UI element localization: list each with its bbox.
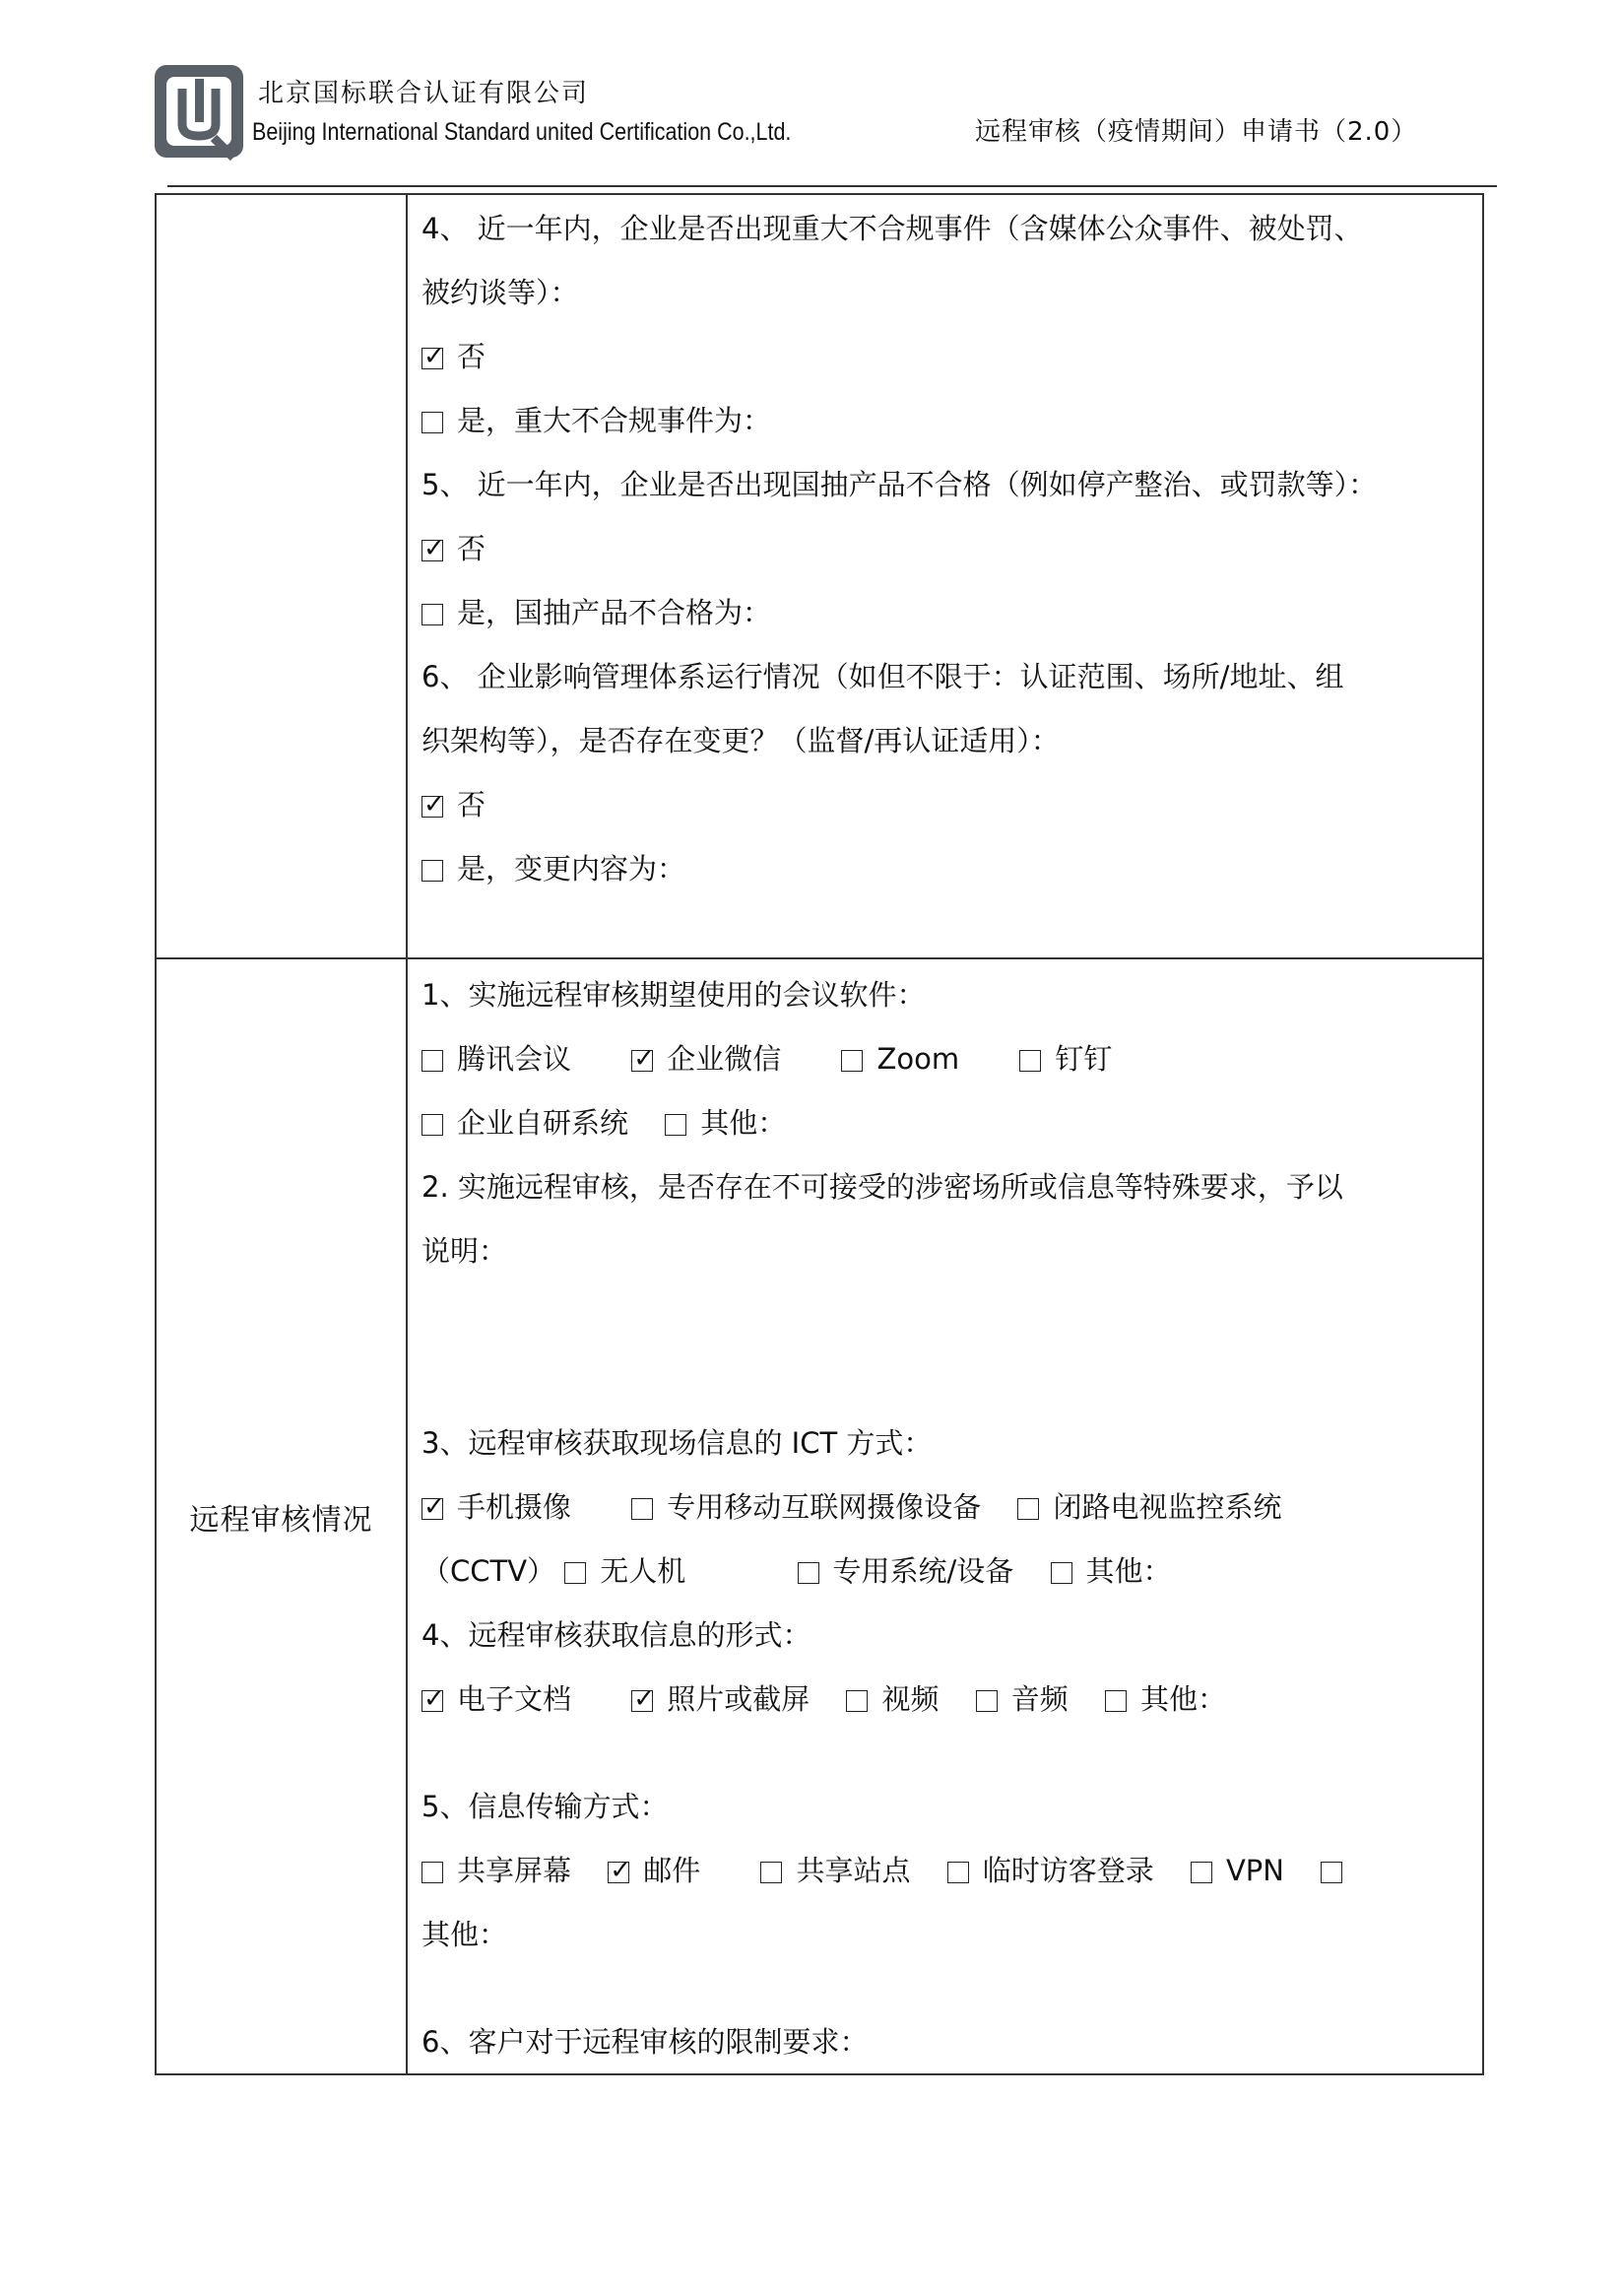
s2-q4-text: 4、远程审核获取信息的形式：	[421, 1618, 811, 1652]
checkbox-empty-icon[interactable]	[1017, 1498, 1039, 1520]
checkbox-empty-icon[interactable]	[760, 1862, 782, 1883]
s2-q2-text-line2: 说明：	[421, 1234, 508, 1268]
q4-option-no[interactable]: ✓否	[421, 325, 1480, 389]
q5-option-yes[interactable]: 是，国抽产品不合格为：	[421, 581, 1480, 645]
checkbox-empty-icon[interactable]	[665, 1114, 686, 1136]
checkbox-empty-icon[interactable]	[1019, 1050, 1041, 1072]
empty-label-cell	[156, 194, 407, 958]
checkbox-checked-icon[interactable]	[608, 1862, 629, 1883]
checkbox-checked-icon[interactable]	[421, 796, 443, 818]
company-name-en: Beijing International Standard united Certification Co.,Ltd.	[252, 118, 792, 146]
header-divider	[167, 185, 1497, 187]
checkbox-checked-icon[interactable]	[421, 540, 443, 561]
s2-q5-text: 5、信息传输方式：	[421, 1790, 669, 1823]
s2-q4-options: ✓电子文档 ✓ 照片或截屏 视频 音频 其他：	[421, 1668, 1480, 1732]
s2-q2-text-line1: 2. 实施远程审核，是否存在不可接受的涉密场所或信息等特殊要求，予以	[421, 1170, 1343, 1204]
checkbox-checked-icon[interactable]	[421, 1690, 443, 1712]
document-title: 远程审核（疫情期间）申请书（2.0）	[975, 117, 1418, 147]
checkbox-empty-icon[interactable]	[631, 1498, 653, 1520]
q4-text-line2: 被约谈等）：	[421, 276, 579, 309]
remote-audit-label: 远程审核情况	[156, 958, 407, 2074]
checkbox-checked-icon[interactable]	[421, 348, 443, 369]
checkbox-checked-icon[interactable]	[631, 1050, 653, 1072]
checkbox-empty-icon[interactable]	[1321, 1862, 1342, 1883]
q5-text: 5、 近一年内，企业是否出现国抽产品不合格（例如停产整治、或罚款等）：	[421, 468, 1378, 501]
checkbox-empty-icon[interactable]	[421, 604, 443, 625]
s2-q3-text: 3、远程审核获取现场信息的 ICT 方式：	[421, 1426, 933, 1460]
checkbox-empty-icon[interactable]	[421, 1050, 443, 1072]
s2-q1-options-row1: 腾讯会议 ✓ 企业微信 Zoom 钉钉	[421, 1027, 1480, 1091]
q4-text-line1: 4、 近一年内，企业是否出现重大不合规事件（含媒体公众事件、被处罚、	[421, 212, 1363, 245]
s2-q3-options-row2: （CCTV） 无人机 专用系统/设备 其他：	[421, 1554, 1172, 1588]
q6-option-yes[interactable]: 是，变更内容为：	[421, 837, 1480, 901]
checkbox-checked-icon[interactable]	[631, 1690, 653, 1712]
company-logo	[153, 59, 251, 165]
q6-option-no[interactable]: ✓否	[421, 773, 1480, 837]
checkbox-empty-icon[interactable]	[421, 860, 443, 882]
q6-text-line2: 织架构等），是否存在变更？（监督/再认证适用）：	[421, 724, 1060, 757]
checkbox-empty-icon[interactable]	[846, 1690, 868, 1712]
s2-q1-options-row2: 企业自研系统 其他：	[421, 1091, 1480, 1155]
q6-text-line1: 6、 企业影响管理体系运行情况（如但不限于：认证范围、场所/地址、组	[421, 660, 1344, 693]
s2-q1-text: 1、实施远程审核期望使用的会议软件：	[421, 978, 926, 1012]
checkbox-empty-icon[interactable]	[1191, 1862, 1212, 1883]
q5-option-no[interactable]: ✓否	[421, 517, 1480, 581]
checkbox-empty-icon[interactable]	[421, 1114, 443, 1136]
s2-q3-options-row1: ✓手机摄像 专用移动互联网摄像设备 闭路电视监控系统	[421, 1476, 1480, 1540]
checkbox-checked-icon[interactable]	[421, 1498, 443, 1520]
s2-q5-options-row2: 其他：	[421, 1918, 508, 1951]
checkbox-empty-icon[interactable]	[564, 1562, 586, 1584]
s2-q6-text: 6、客户对于远程审核的限制要求：	[421, 2025, 869, 2059]
checkbox-empty-icon[interactable]	[1051, 1562, 1072, 1584]
checkbox-empty-icon[interactable]	[798, 1562, 819, 1584]
company-name-cn: 北京国标联合认证有限公司	[258, 79, 590, 108]
checkbox-empty-icon[interactable]	[841, 1050, 863, 1072]
section2-content	[421, 963, 1480, 2074]
q4-option-yes[interactable]: 是，重大不合规事件为：	[421, 389, 1480, 453]
checkbox-empty-icon[interactable]	[976, 1690, 998, 1712]
checkbox-empty-icon[interactable]	[421, 1862, 443, 1883]
s2-q5-options-row1: 共享屏幕 ✓ 邮件 共享站点 临时访客登录 VPN	[421, 1839, 1480, 1903]
checkbox-empty-icon[interactable]	[947, 1862, 969, 1883]
checkbox-empty-icon[interactable]	[421, 412, 443, 433]
section1-content	[421, 197, 1480, 901]
checkbox-empty-icon[interactable]	[1105, 1690, 1127, 1712]
